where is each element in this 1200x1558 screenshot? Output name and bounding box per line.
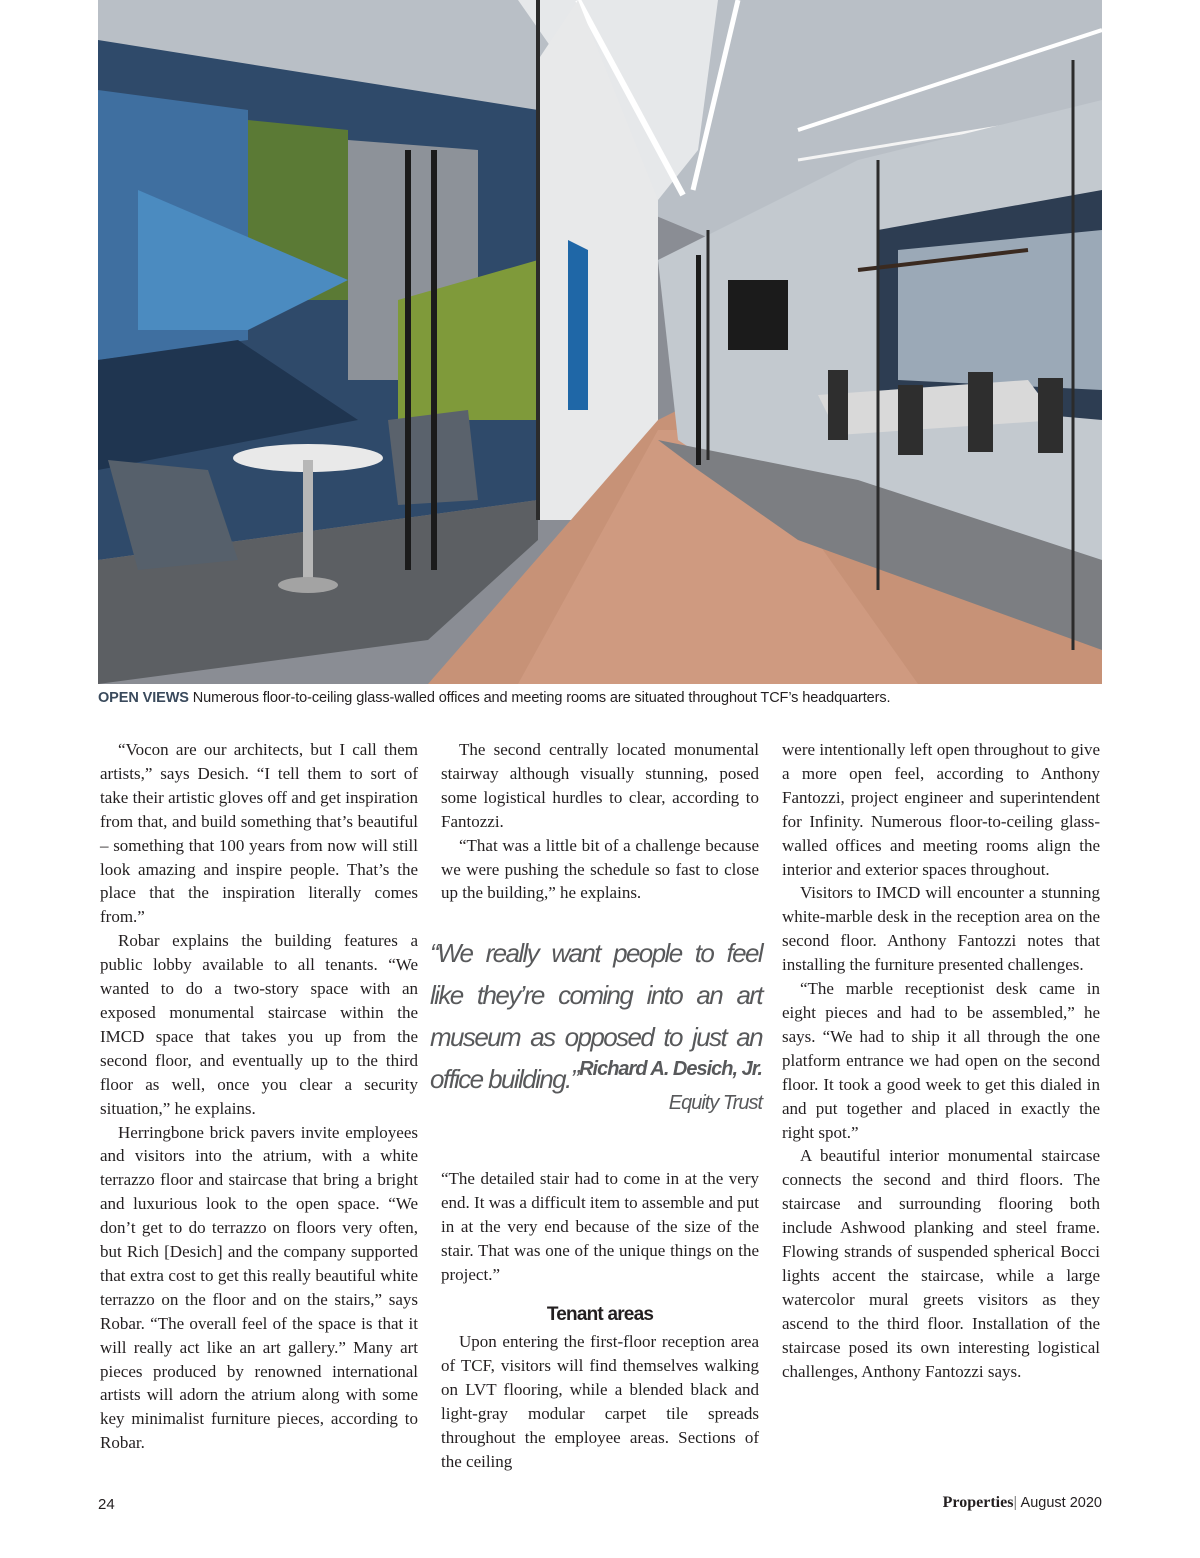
page-number: 24 [98, 1496, 115, 1513]
photo-illustration [98, 0, 1102, 684]
article-column-1 [100, 738, 418, 1455]
footer-separator: | [1013, 1494, 1018, 1511]
paragraph: “Vocon are our architects, but I call them artists,” says Desich. “I tell them to sort of take their artistic gloves off and get inspiration from that, and build something that’s beautiful – something that 100 years from now will still look amazing and inspire people. That’s the place that the inspiration literally comes from.” [100, 740, 418, 927]
paragraph: “The marble receptionist desk came in eight pieces and had to be assembled,” he says. “We had to ship it all through the one platform entrance we had open on the second floor. It took a good week to get this dialed in and put together and placed in exactly the right spot.” [782, 979, 1100, 1142]
footer-masthead [943, 1494, 1102, 1512]
photo-caption [98, 690, 1102, 706]
article-column-2-bottom [441, 1330, 759, 1473]
paragraph: Robar explains the building features a public lobby available to all tenants. “We wanted to do a two-story space with an exposed monumental staircase within the IMCD space that takes you up from the second floor, and eventually up to the third floor as well, once you clear a security situation,” he explains. [100, 931, 418, 1118]
issue-date: August 2020 [1017, 1495, 1102, 1511]
pull-quote-attribution-name: Richard A. Desich, Jr. [579, 1058, 762, 1080]
caption-text: Numerous floor-to-ceiling glass-walled offices and meeting rooms are situated throughout TCF’s headquarters. [188, 690, 891, 706]
section-subhead: Tenant areas [546, 1304, 654, 1325]
paragraph: A beautiful interior monumental staircase connects the second and third floors. The staircase and surrounding flooring both include Ashwood planking and steel frame. Flowing strands of suspended spherical Bocci lights accent the staircase, while a large watercolor mural greets visitors as they ascend to the third floor. Installation of the staircase posed its own interesting logistical challenges, Anthony Fantozzi says. [782, 1146, 1100, 1381]
caption-lead: OPEN VIEWS [98, 690, 189, 706]
paragraph: were intentionally left open throughout to give a more open feel, according to Anthony Fantozzi, project engineer and superintendent for Infinity. Numerous floor-to-ceiling glass-walled offices and meeting rooms align the interior and exterior spaces throughout. [782, 740, 1100, 879]
paragraph: “The detailed stair had to come in at the very end. It was a difficult item to assemble and put in at the very end because of the size of the stair. That was one of the unique things on the project.” [441, 1169, 759, 1284]
paragraph: Visitors to IMCD will encounter a stunning white-marble desk in the reception area on the second floor. Anthony Fantozzi notes that installing the furniture presented challenges. [782, 883, 1100, 975]
paragraph: Upon entering the first-floor reception area of TCF, visitors will find themselves walking on LVT flooring, while a blended black and light-gray modular carpet tile spreads throughout the employee areas. Sections of the ceiling [441, 1332, 759, 1471]
pull-quote-attribution-organization: Equity Trust [668, 1092, 762, 1114]
pull-quote: “We really want people to feel like they’re coming into an art museum as opposed to just an office building.” [430, 938, 762, 1094]
article-column-2-middle [441, 1167, 759, 1287]
paragraph: “That was a little bit of a challenge because we were pushing the schedule so fast to close up the building,” he explains. [441, 835, 759, 903]
paragraph: Herringbone brick pavers invite employees and visitors into the atrium, with a white terrazzo floor and staircase that bring a bright and luxurious look to the open space. “We don’t get to do terrazzo on floors very often, but Rich [Desich] and the company supported that extra cost to get this really beautiful white terrazzo on the floor and on the stairs,” says Robar. “The overall feel of the space is that it will really act like an art gallery.” Many art pieces produced by renowned international artists will adorn the atrium along with some key minimalist furniture pieces, according to Robar. [100, 1122, 418, 1453]
office-corridor-photo [98, 0, 1102, 684]
article-column-3 [782, 738, 1100, 1383]
article-column-2-top [441, 738, 759, 905]
magazine-name: Properties [942, 1494, 1014, 1511]
paragraph: The second centrally located monumental stairway although visually stunning, posed some logistical hurdles to clear, according to Fantozzi. [441, 740, 759, 831]
